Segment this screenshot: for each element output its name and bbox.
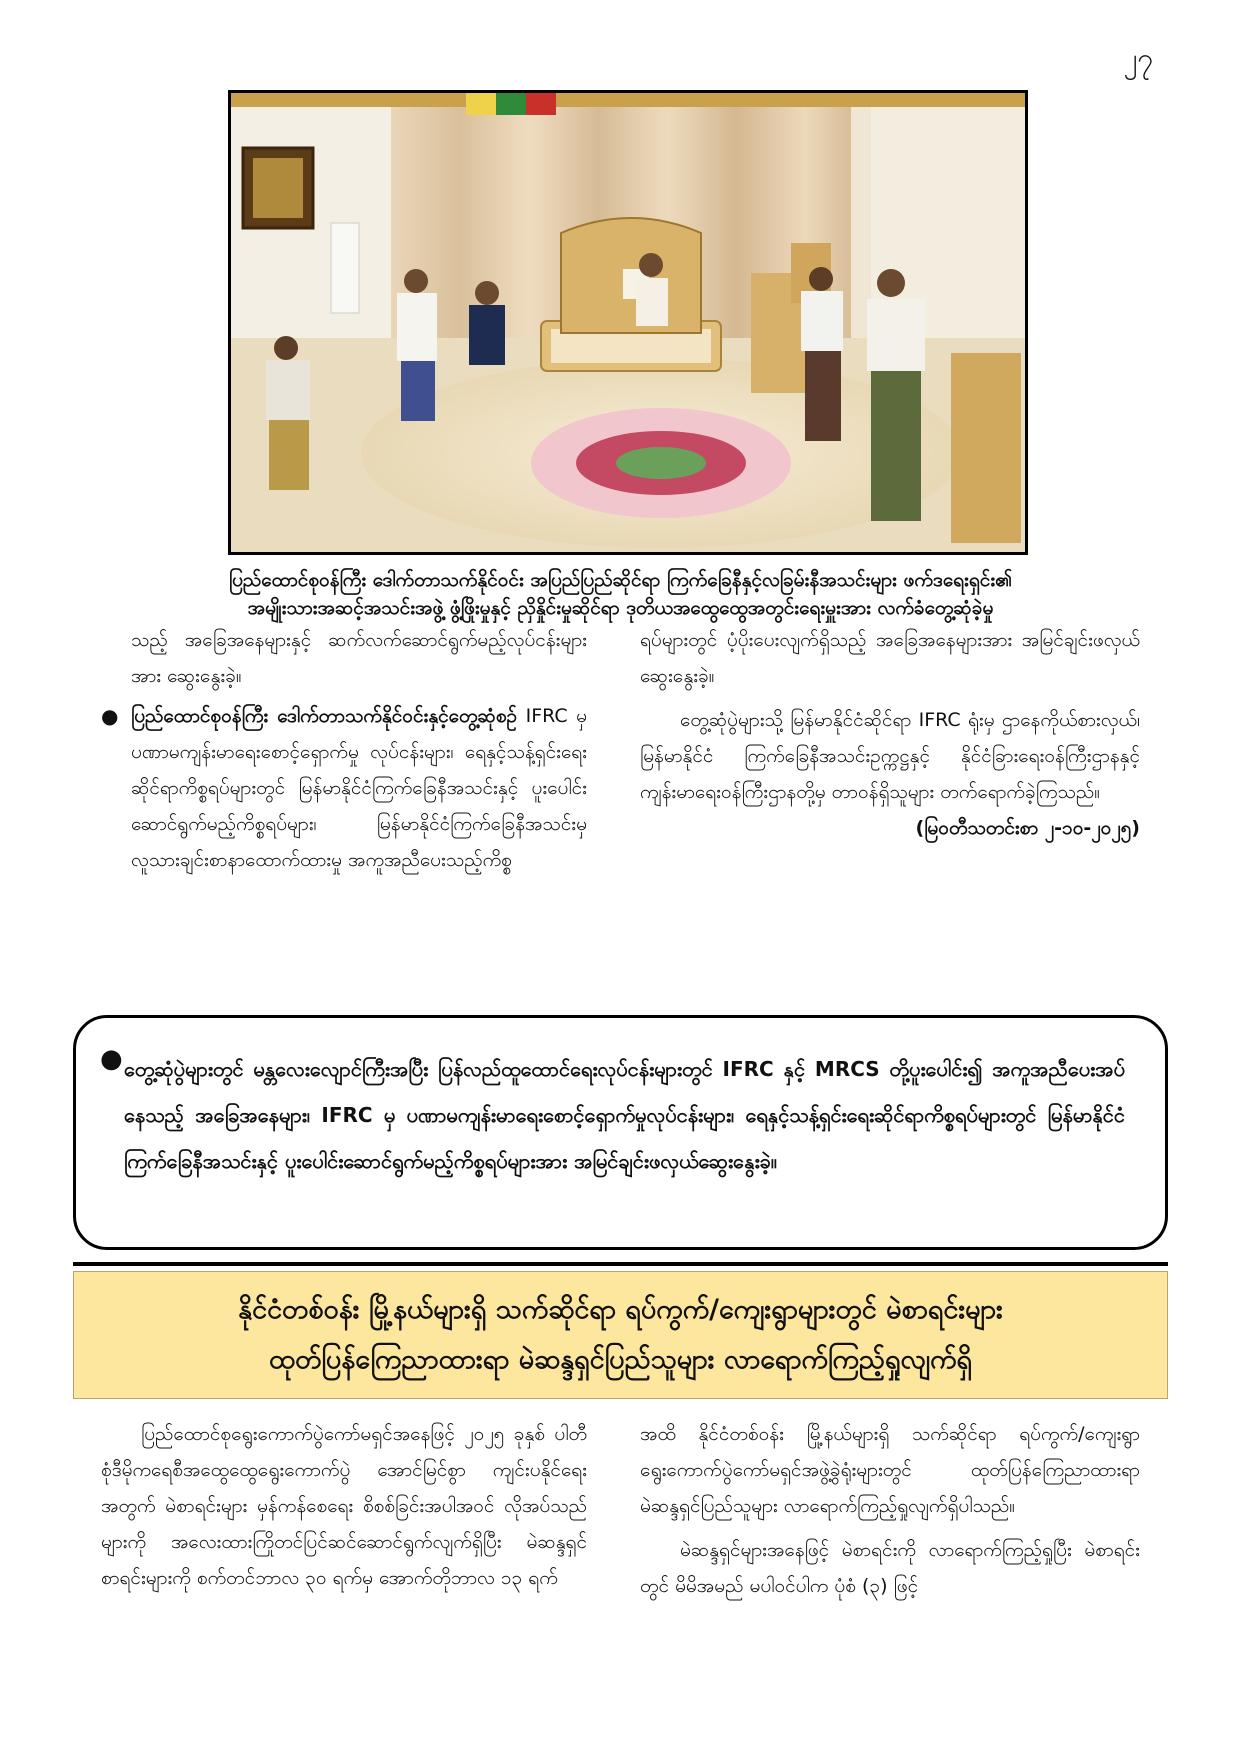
article-right-paragraph-2: မဲဆန္ဒရှင်များအနေဖြင့် မဲစာရင်းကို လာရောက်ကြည့်ရှုပြီး မဲစာရင်းတွင် မိမိအမည် မပါဝင်ပါက ပုံစံ (၃) ဖြင့်	[640, 1539, 1140, 1597]
caption-line-1: ပြည်ထောင်စုဝန်ကြီး ဒေါက်တာသက်နိုင်ဝင်း အပြည်ပြည်ဆိုင်ရာ ကြက်ခြေနီနှင့်လခြမ်းနီအသင်းများ ဖက်ဒရေးရှင်း၏	[228, 569, 1013, 591]
headline-line-1: နိုင်ငံတစ်ဝန်း မြို့နယ်များရှိ သက်ဆိုင်ရာ ရပ်ကွက်/ကျေးရွာများတွင် မဲစာရင်းများ	[238, 1294, 1003, 1325]
page-number: ၂၇	[1123, 42, 1153, 75]
section-divider	[73, 1262, 1168, 1266]
summary-text: တွေ့ဆုံပွဲများတွင် မန္တလေးလျောင်ကြီးအပြီး ပြန်လည်ထူထောင်ရေးလုပ်ငန်းများတွင် IFRC နှင့် MRCS တို့ပူးပေါင်း၍ အကူအညီပေးအပ်နေသည့် အခြေအနေများ၊ IFRC မှ ပဏာမကျန်းမာရေးစောင့်ရှောက်မှုလုပ်ငန်းများ၊ ရေနှင့်သန့်ရှင်းရေးဆိုင်ရာကိစ္စရပ်များတွင် မြန်မာနိုင်ငံကြက်ခြေနီအသင်းနှင့် ပူးပေါင်းဆောင်ရွက်မည့်ကိစ္စရပ်များအား အမြင်ချင်းဖလှယ်ဆွေးနွေးခဲ့။	[124, 1057, 1125, 1173]
right-paragraph-2: တွေ့ဆုံပွဲများသို့ မြန်မာနိုင်ငံဆိုင်ရာ IFRC ရုံးမှ ဌာနေကိုယ်စားလှယ်၊ မြန်မာနိုင်ငံ ကြက်ခြေနီအသင်းဥက္ကဋ္ဌနှင့် နိုင်ငံခြားရေးဝန်ကြီးဌာနနှင့် ကျန်းမာရေးဝန်ကြီးဌာနတို့မှ တာဝန်ရှိသူများ တက်ရောက်ခဲ့ကြသည်။	[640, 709, 1140, 803]
article-right-column	[640, 1416, 1140, 1604]
right-column	[640, 622, 1140, 846]
bullet-icon: ●	[101, 704, 119, 728]
meeting-photo	[228, 90, 1028, 555]
bullet-icon: ●	[100, 1044, 123, 1074]
headline-banner	[73, 1271, 1168, 1399]
left-bullet-item	[101, 698, 587, 878]
summary-box	[73, 1015, 1168, 1250]
article-left-paragraph: ပြည်ထောင်စုရွေးကောက်ပွဲကော်မရှင်အနေဖြင့် ၂၀၂၅ ခုနှစ် ပါတီစုံဒီမိုကရေစီအထွေထွေရွေးကောက်ပွဲ အောင်မြင်စွာ ကျင်းပနိုင်ရေးအတွက် မဲစာရင်းများ မှန်ကန်စေရေး စိစစ်ခြင်းအပါအဝင် လိုအပ်သည်များကို အလေးထားကြိုတင်ပြင်ဆင်ဆောင်ရွက်လျက်ရှိပြီး မဲဆန္ဒရှင်စာရင်းများကို စက်တင်ဘာလ ၃၀ ရက်မှ အောက်တိုဘာလ ၁၃ ရက်	[101, 1423, 587, 1589]
photo-caption	[100, 566, 1141, 622]
headline-line-2: ထုတ်ပြန်ကြေညာထားရာ မဲဆန္ဒရှင်ပြည်သူများ လာရောက်ကြည့်ရှုလျက်ရှိ	[268, 1344, 973, 1375]
right-paragraph-1: ရပ်များတွင် ပံ့ပိုးပေးလျက်ရှိသည့် အခြေအနေများအား အမြင်ချင်းဖလှယ် ဆွေးနွေးခဲ့။	[640, 629, 1140, 687]
caption-line-2: အမျိုးသားအဆင့်အသင်းအဖွဲ့ ဖွံ့ဖြိုးမှုနှင့် ညှိနှိုင်းမှုဆိုင်ရာ ဒုတိယအထွေထွေအတွင်းရေးမှူးအား လက်ခံတွေ့ဆုံခဲ့မှု	[247, 597, 994, 619]
left-paragraph-1: သည့် အခြေအနေများနှင့် ဆက်လက်ဆောင်ရွက်မည့်လုပ်ငန်းများအား ဆွေးနွေးခဲ့။	[131, 629, 587, 687]
article-right-paragraph-1: အထိ နိုင်ငံတစ်ဝန်း မြို့နယ်များရှိ သက်ဆိုင်ရာ ရပ်ကွက်/ကျေးရွာ ရွေးကောက်ပွဲကော်မရှင်အဖွဲ့ခွဲရုံးများတွင် ထုတ်ပြန်ကြေညာထားရာ မဲဆန္ဒရှင်ပြည်သူများ လာရောက်ကြည့်ရှုလျက်ရှိပါသည်။	[640, 1423, 1140, 1517]
left-bullet-text: IFRC မှ ပဏာမကျန်းမာရေးစောင့်ရှောက်မှု လုပ်ငန်းများ၊ ရေနှင့်သန့်ရှင်းရေးဆိုင်ရာကိစ္စရပ်များတွင် မြန်မာနိုင်ငံကြက်ခြေနီအသင်းနှင့် ပူးပေါင်းဆောင်ရွက်မည့်ကိစ္စရပ်များ၊ မြန်မာနိုင်ငံကြက်ခြေနီအသင်းမှ လူသားချင်းစာနာထောက်ထားမှု အကူအညီပေးသည့်ကိစ္စ	[131, 705, 587, 871]
left-bullet-bold: ပြည်ထောင်စုဝန်ကြီး ဒေါက်တာသက်နိုင်ဝင်းနှင့်တွေ့ဆုံစဉ်	[131, 705, 518, 727]
article-left-column	[101, 1416, 587, 1596]
left-column	[101, 622, 587, 878]
news-source: (မြဝတီသတင်းစာ ၂-၁၀-၂၀၂၅)	[915, 817, 1140, 839]
